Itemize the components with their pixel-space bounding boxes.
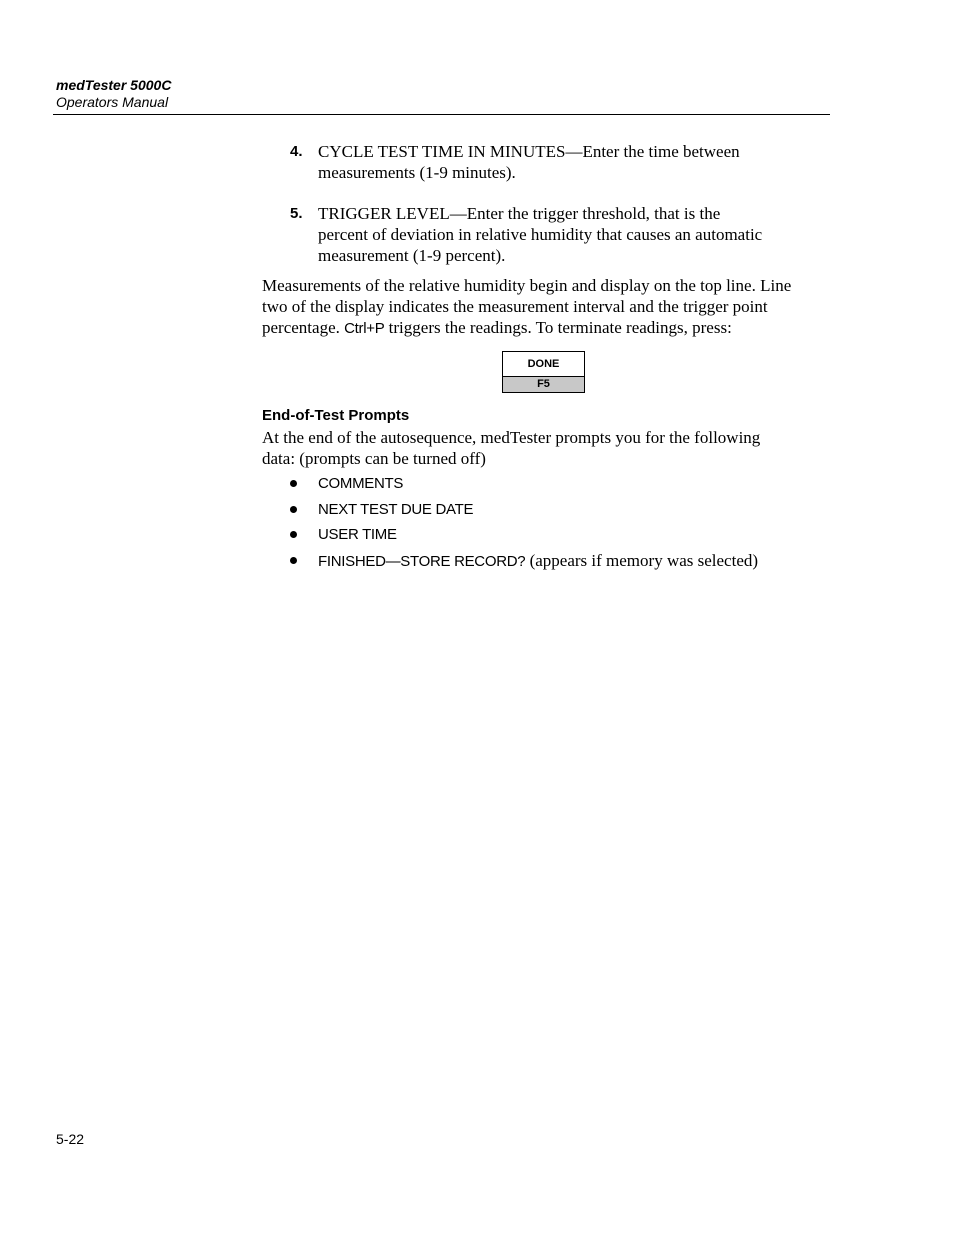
paragraph-line: At the end of the autosequence, medTester prompts you for the following [262,428,761,447]
paragraph-line [262,317,830,339]
step-text [318,203,798,266]
prompt-label: FINISHED—STORE RECORD? [318,553,526,570]
prompt-label: COMMENTS [318,475,404,492]
step-line: measurement (1-9 percent). [318,246,506,265]
prompt-note: (appears if memory was selected) [525,551,759,570]
step-line: CYCLE TEST TIME IN MINUTES—Enter the time between [318,142,740,161]
list-item [290,524,830,546]
bullet-icon [290,506,297,513]
prompt-label: NEXT TEST DUE DATE [318,501,474,518]
step-number: 4. [290,143,303,160]
step-number: 5. [290,205,303,222]
header-rule [53,114,830,115]
bullet-icon [290,531,297,538]
bullet-icon [290,557,297,564]
paragraph-line: Measurements of the relative humidity begin and display on the top line. Line [262,276,792,295]
step-4 [290,141,810,185]
paragraph-line: data: (prompts can be turned off) [262,449,486,468]
list-item [290,550,830,572]
softkey-key: F5 [503,377,584,392]
softkey-label: DONE [503,352,584,377]
paragraph-text: triggers the readings. To terminate readings, press: [384,318,732,337]
page-number: 5-22 [56,1131,85,1147]
list-item [290,473,830,495]
key-combo-ctrl-p: Ctrl+P [344,320,385,337]
section-heading: End-of-Test Prompts [262,407,410,424]
step-line: TRIGGER LEVEL—Enter the trigger threshold, that is the [318,204,721,223]
bullet-icon [290,480,297,487]
measurement-paragraph [262,275,830,339]
running-header [56,77,830,111]
prompt-label: USER TIME [318,526,397,543]
step-line: measurements (1-9 minutes). [318,163,516,182]
step-text [318,141,798,183]
paragraph-line: two of the display indicates the measurement interval and the trigger point [262,297,768,316]
section-paragraph [262,427,830,469]
list-item [290,499,830,521]
step-line: percent of deviation in relative humidity that causes an automatic [318,225,763,244]
done-softkey [502,351,585,393]
header-title: medTester 5000C [56,77,172,93]
paragraph-text: percentage. [262,318,345,337]
step-5 [290,203,810,267]
header-subtitle: Operators Manual [56,94,169,110]
